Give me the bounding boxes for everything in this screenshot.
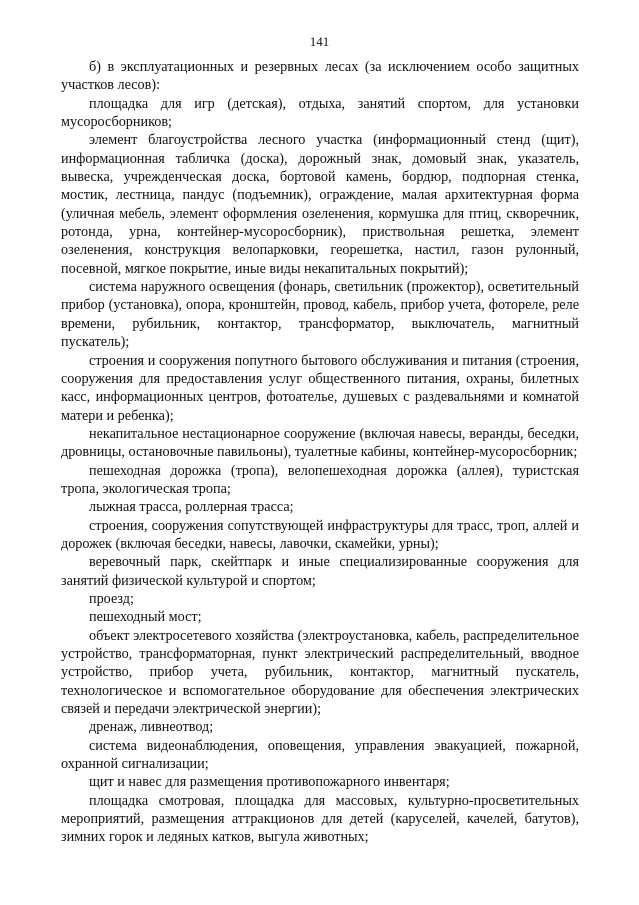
paragraph: пешеходный мост; bbox=[89, 609, 202, 626]
paragraph: объект электросетевого хозяйства (электроустановка, кабель, распределительное устройство, трансформаторная, пункт электрический распределительный, вводное устройство, прибор учета, рубильник, контактор, магнитный пускатель, технологическое и вспомогательное оборудование для обеспечения электрических связей и передачи электрической энергии); bbox=[61, 627, 579, 718]
paragraph: система наружного освещения (фонарь, светильник (прожектор), осветительный прибор (установка), опора, кронштейн, провод, кабель, прибор учета, фотореле, реле времени, рубильник, контактор, трансформатор, выключатель, магнитный пускатель); bbox=[61, 279, 579, 351]
paragraph: система видеонаблюдения, оповещения, управления эвакуацией, пожарной, охранной сигнализации; bbox=[61, 737, 579, 773]
paragraph: веревочный парк, скейтпарк и иные специализированные сооружения для занятий физической культурой и спортом; bbox=[61, 554, 579, 589]
paragraph: некапитальное нестационарное сооружение (включая навесы, веранды, беседки, дровницы, остановочные павильоны), туалетные кабины, контейнер-мусоросборник; bbox=[61, 425, 579, 461]
paragraph: площадка для игр (детская), отдыха, занятий спортом, для установки мусоросборников; bbox=[61, 95, 579, 131]
paragraph: проезд; bbox=[89, 590, 134, 607]
paragraph: элемент благоустройства лесного участка (информационный стенд (щит), информационная табличка (доска), дорожный знак, домовый знак, указатель, вывеска, учрежденческая доска, бортовой камень, бордюр, подпорная стенка, мостик, лестница, пандус (подъемник), ограждение, малая архитектурная форма (уличная мебель, элемент оформления озеленения, кормушка для птиц, скворечник, ротонда, урна, контейнер-мусоросборник), приствольная решетка, элемент озеленения, конструкция велопарковки, георешетка, настил, газон рулонный, посевной, мягкое покрытие, иные виды некапитальных покрытий); bbox=[61, 132, 579, 277]
paragraph: строения и сооружения попутного бытового обслуживания и питания (строения, сооружения для предоставления услуг общественного питания, охраны, билетных касс, информационных центров, фотоателье, душевых с раздевальнями и комнатой матери и ребенка); bbox=[61, 352, 579, 424]
paragraph: б) в эксплуатационных и резервных лесах (за исключением особо защитных участков лесов): bbox=[61, 59, 579, 94]
paragraph: щит и навес для размещения противопожарного инвентаря; bbox=[89, 774, 450, 791]
paragraph: площадка смотровая, площадка для массовых, культурно-просветительных мероприятий, размещения аттракционов для детей (каруселей, качелей, батутов), зимних горок и ледяных катков, выгула животных; bbox=[61, 792, 579, 846]
paragraph: лыжная трасса, роллерная трасса; bbox=[89, 499, 294, 516]
paragraph: строения, сооружения сопутствующей инфраструктуры для трасс, троп, аллей и дорожек (включая беседки, навесы, лавочки, скамейки, урны); bbox=[61, 517, 579, 552]
document-body bbox=[61, 58, 579, 847]
paragraph: дренаж, ливнеотвод; bbox=[89, 719, 214, 736]
paragraph: пешеходная дорожка (тропа), велопешеходная дорожка (аллея), туристская тропа, экологическая тропа; bbox=[61, 462, 579, 497]
page-number: 141 bbox=[309, 34, 330, 49]
